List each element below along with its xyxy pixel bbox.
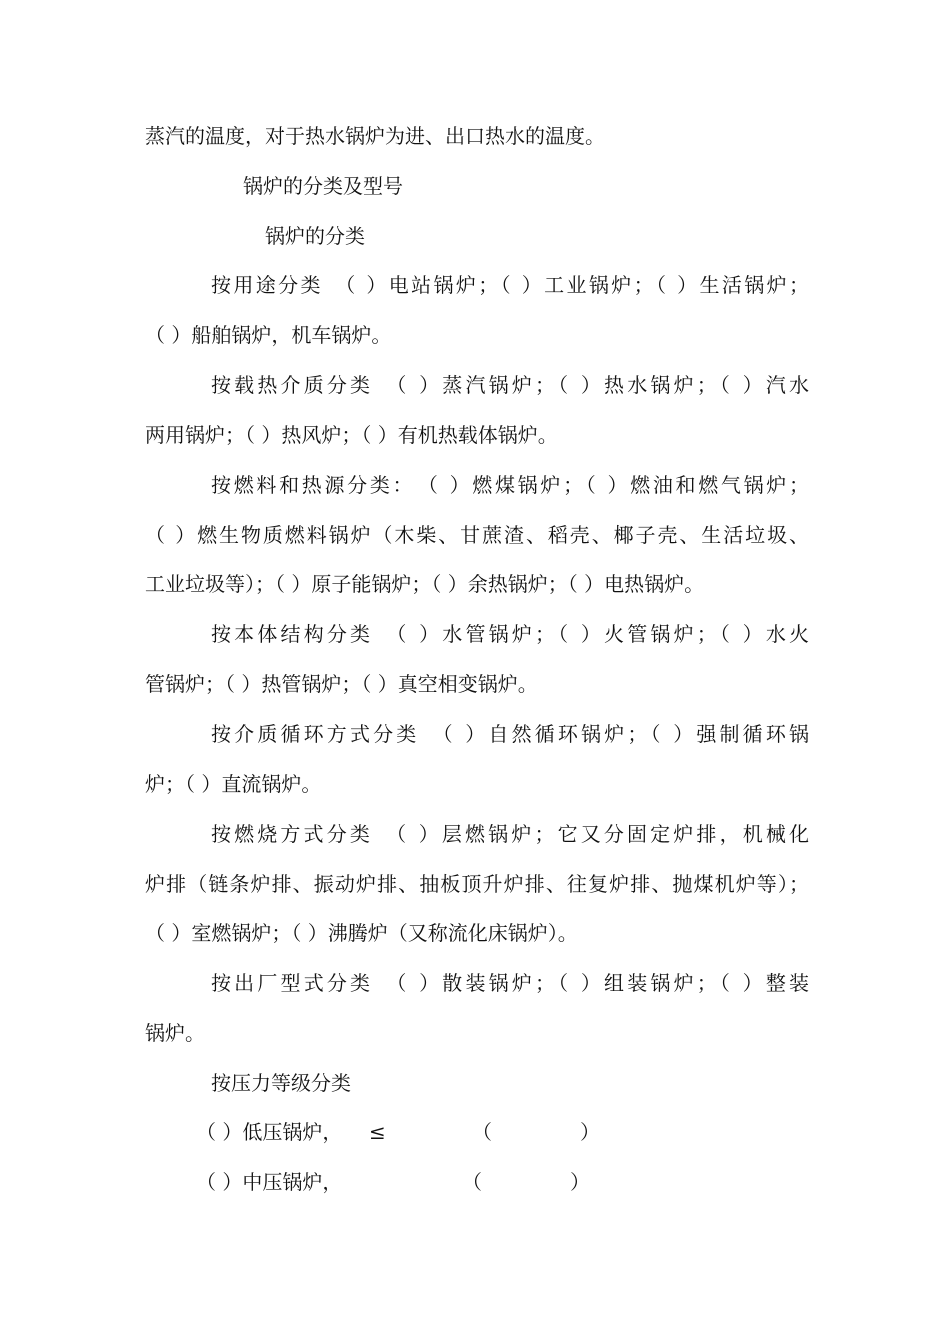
paragraph-line: 按用途分类 （ ）电站锅炉；（ ）工业锅炉；（ ）生活锅炉； — [211, 273, 809, 297]
paragraph-line: 工业垃圾等）；（ ）原子能锅炉；（ ）余热锅炉；（ ）电热锅炉。 — [145, 572, 705, 596]
paragraph-line: 炉；（ ）直流锅炉。 — [145, 772, 322, 796]
paragraph-line: （ ）船舶锅炉，机车锅炉。 — [145, 323, 392, 347]
paragraph-line: 锅炉。 — [145, 1021, 205, 1045]
paragraph-line: （ ）燃生物质燃料锅炉（木柴、甘蔗渣、稻壳、椰子壳、生活垃圾、 — [145, 523, 809, 547]
paragraph-line: 按载热介质分类 （ ）蒸汽锅炉；（ ）热水锅炉；（ ）汽水 — [211, 373, 809, 397]
paragraph-line: 按燃烧方式分类 （ ）层燃锅炉；它又分固定炉排，机械化 — [211, 822, 809, 846]
pressure-row-low — [196, 1118, 796, 1146]
pressure-row-label: （ ）中压锅炉， — [196, 1170, 343, 1194]
less-equal-symbol: ≤ — [369, 1120, 386, 1144]
paragraph-line: 蒸汽的温度，对于热水锅炉为进、出口热水的温度。 — [145, 124, 605, 148]
paragraph-line: 管锅炉；（ ）热管锅炉；（ ）真空相变锅炉。 — [145, 672, 538, 696]
pressure-row-medium — [196, 1168, 796, 1196]
paragraph-line: 按本体结构分类 （ ）水管锅炉；（ ）火管锅炉；（ ）水火 — [211, 622, 809, 646]
paragraph-line: 炉排（链条炉排、振动炉排、抽板顶升炉排、往复炉排、抛煤机炉等）； — [145, 872, 809, 896]
paren-close: ） — [580, 1120, 600, 1144]
subsection-heading: 锅炉的分类 — [265, 224, 365, 248]
paragraph-line: 按燃料和热源分类： （ ）燃煤锅炉；（ ）燃油和燃气锅炉； — [211, 473, 809, 497]
paren-open: （ — [462, 1170, 482, 1194]
pressure-row-label: （ ）低压锅炉， — [196, 1120, 343, 1144]
pressure-class-heading: 按压力等级分类 — [211, 1071, 351, 1095]
paragraph-line: 按出厂型式分类 （ ）散装锅炉；（ ）组装锅炉；（ ）整装 — [211, 971, 809, 995]
paragraph-line: 两用锅炉；（ ）热风炉；（ ）有机热载体锅炉。 — [145, 423, 558, 447]
section-heading: 锅炉的分类及型号 — [243, 174, 403, 198]
paren-close: ） — [570, 1170, 590, 1194]
paragraph-line: （ ）室燃锅炉；（ ）沸腾炉（又称流化床锅炉）。 — [145, 921, 578, 945]
paren-open: （ — [472, 1120, 492, 1144]
paragraph-line: 按介质循环方式分类 （ ）自然循环锅炉；（ ）强制循环锅 — [211, 722, 809, 746]
